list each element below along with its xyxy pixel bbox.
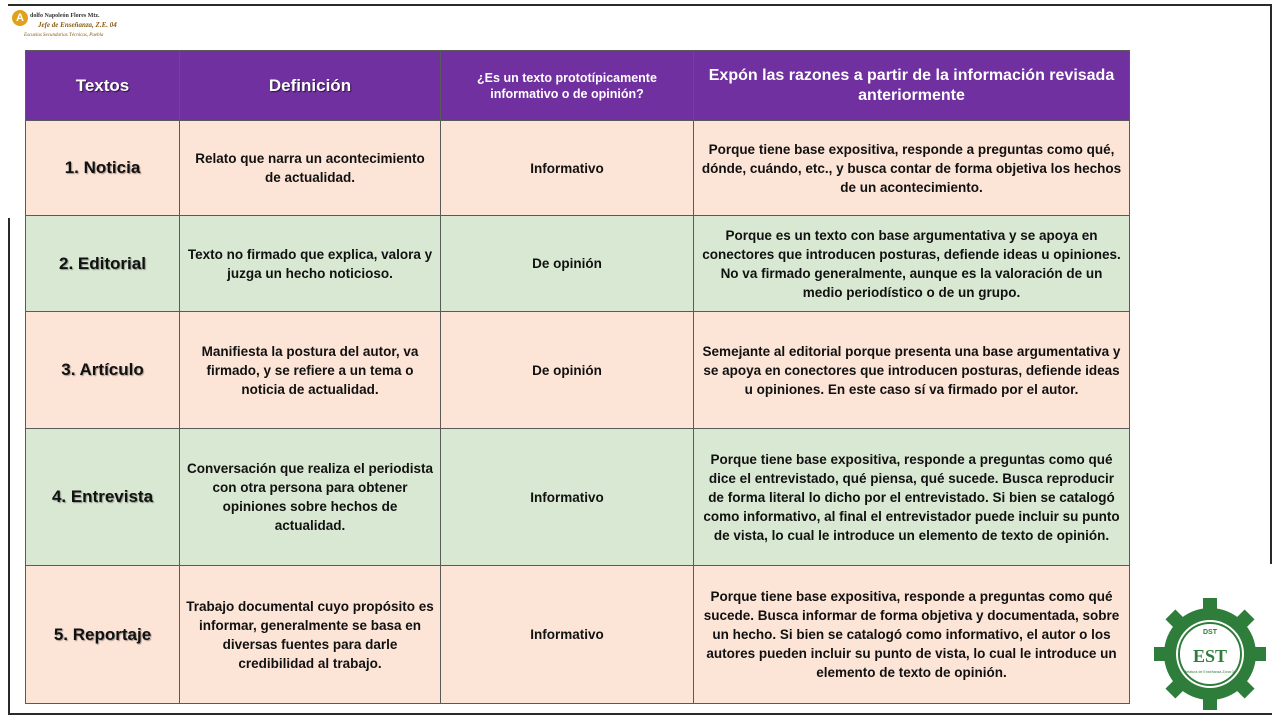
header-definicion: Definición [180,51,441,121]
row-type: Informativo [441,429,694,566]
row-definition: Relato que narra un acontecimiento de actualidad. [180,121,441,216]
text-types-table [25,50,1130,704]
row-reason: Semejante al editorial porque presenta una base argumentativa y se apoya en conectores que introducen posturas, defiende ideas u opiniones. En este caso sí va firmado por el autor. [694,312,1130,429]
row-definition: Conversación que realiza el periodista con otra persona para obtener opiniones sobre hechos de actualidad. [180,429,441,566]
gear-logo [1152,596,1268,712]
row-name: 1. Noticia [26,121,180,216]
table-row [26,312,1130,429]
table-row [26,566,1130,704]
logo-letter: A [12,10,28,26]
header-tipo: ¿Es un texto prototípicamente informativo o de opinión? [441,51,694,121]
row-definition: Trabajo documental cuyo propósito es informar, generalmente se basa en diversas fuentes para darle credibilidad al trabajo. [180,566,441,704]
row-type: De opinión [441,216,694,312]
gear-mark: EST [1192,646,1228,666]
logo-role: Jefe de Enseñanza, Z.E. 04 [38,21,117,29]
logo-name: dolfo Napoleón Flores Mtz. [30,13,100,19]
table-row [26,216,1130,312]
row-reason: Porque tiene base expositiva, responde a preguntas como qué dice el entrevistado, qué piensa, qué sucede. Busca reproducir de forma literal lo dicho por el entrevistado. Si bien se catalogó como informativo, al final el entrevistador puede incluir su punto de vista, lo cual le introduce un elemento de texto de opinión. [694,429,1130,566]
frame-right-line [1270,4,1272,564]
row-reason: Porque tiene base expositiva, responde a preguntas como qué, dónde, cuándo, etc., y busca contar de forma objetiva los hechos de un acontecimiento. [694,121,1130,216]
gear-caption: Jefatura de Enseñanza Zona 04 [1184,670,1236,674]
author-logo [12,10,124,46]
row-type: Informativo [441,566,694,704]
row-reason: Porque tiene base expositiva, responde a preguntas como qué sucede. Busca informar de forma objetiva y documentada, sobre un hecho. Si bien se catalogó como informativo, el autor o los autores pueden incluir su punto de vista, lo cual le introduce un elemento de texto de opinión. [694,566,1130,704]
table-row [26,429,1130,566]
table-row [26,121,1130,216]
row-definition: Texto no firmado que explica, valora y juzga un hecho noticioso. [180,216,441,312]
row-name: 4. Entrevista [26,429,180,566]
row-reason: Porque es un texto con base argumentativa y se apoya en conectores que introducen posturas, defiende ideas u opiniones. No va firmado generalmente, aunque es la valoración de un medio periodístico o de un grupo. [694,216,1130,312]
row-definition: Manifiesta la postura del autor, va firmado, y se refiere a un tema o noticia de actualidad. [180,312,441,429]
row-name: 5. Reportaje [26,566,180,704]
row-type: Informativo [441,121,694,216]
frame-left-line [8,218,10,714]
frame-top-line [8,4,1272,6]
gear-top-text: DST [1203,629,1217,636]
logo-school: Escuelas Secundarias Técnicas, Puebla [24,33,104,38]
row-name: 3. Artículo [26,312,180,429]
frame-bottom-line [8,713,1272,715]
header-razones: Expón las razones a partir de la información revisada anteriormente [694,51,1130,121]
row-type: De opinión [441,312,694,429]
header-textos: Textos [26,51,180,121]
table-header-row [26,51,1130,121]
row-name: 2. Editorial [26,216,180,312]
